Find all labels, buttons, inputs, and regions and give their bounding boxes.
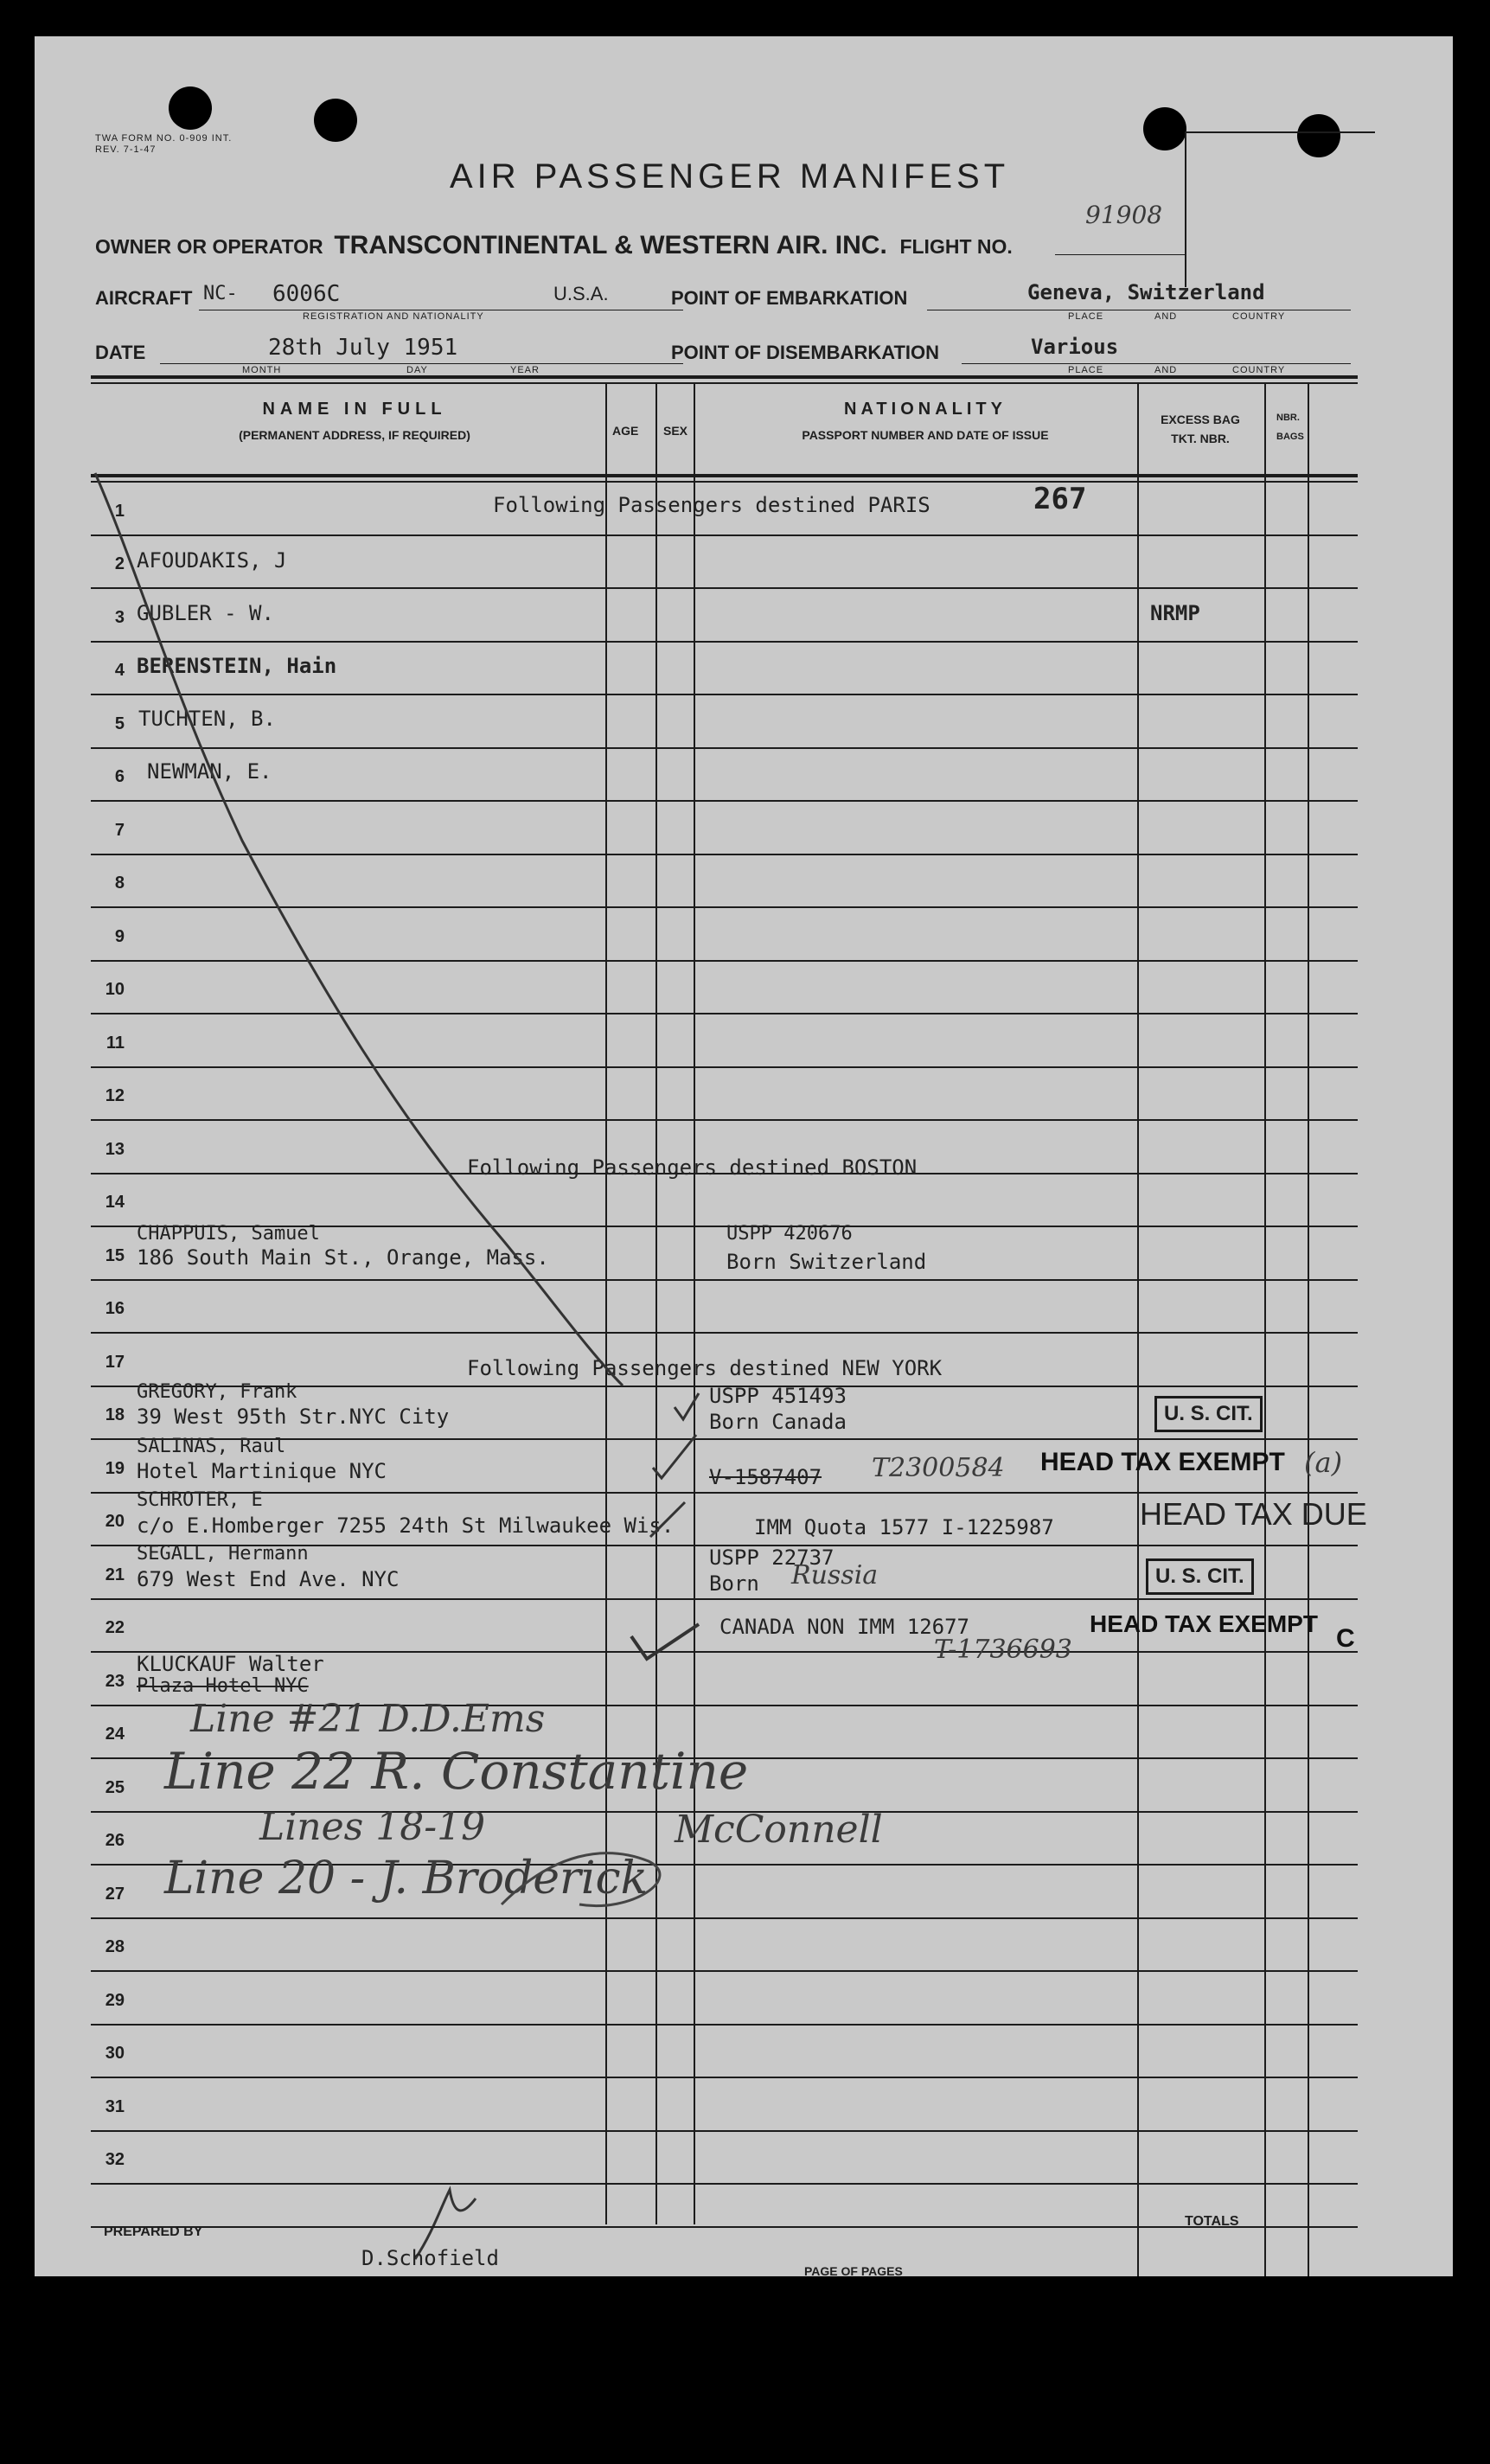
row-number: 11 <box>106 1033 125 1053</box>
column-line <box>694 382 695 2224</box>
row-number: 25 <box>105 1777 125 1797</box>
passenger-address: 186 South Main St., Orange, Mass. <box>137 1245 549 1270</box>
row-number: 31 <box>105 2096 125 2116</box>
passenger-name: CHAPPUIS, Samuel <box>137 1223 320 1245</box>
disembarkation-sub-country: COUNTRY <box>1232 365 1286 375</box>
head-tax-exempt-stamp: HEAD TAX EXEMPT <box>1090 1610 1318 1637</box>
head-tax-due-stamp: HEAD TAX DUE <box>1140 1496 1367 1532</box>
handwritten-birthplace: Russia <box>791 1560 879 1590</box>
row-line <box>91 1279 1358 1281</box>
row-number: 15 <box>105 1245 125 1265</box>
row-number: 1 <box>114 501 125 521</box>
column-header-nationality: NATIONALITY PASSPORT NUMBER AND DATE OF ISSUE <box>802 400 1049 442</box>
passport-entry: IMM Quota 1577 I-1225987 <box>754 1515 1054 1539</box>
passenger-name: SEGALL, Hermann <box>137 1543 309 1565</box>
row-number: 3 <box>114 607 125 627</box>
row-line <box>91 960 1358 962</box>
passport-entry: Born Switzerland <box>726 1250 927 1274</box>
row-line <box>91 854 1358 855</box>
handwritten-passport: T-1736693 <box>934 1635 1072 1665</box>
row-line <box>91 1066 1358 1068</box>
passenger-name: SALINAS, Raul <box>137 1436 286 1457</box>
us-citizen-stamp: U. S. CIT. <box>1154 1396 1263 1432</box>
checkmark-icon <box>631 1624 699 1659</box>
passenger-name: BERENSTEIN, Hain <box>137 654 337 678</box>
column-line <box>1308 382 1309 2276</box>
passenger-address: Plaza Hotel NYC <box>137 1675 309 1697</box>
row-number: 16 <box>105 1299 125 1318</box>
embarkation-value: Geneva, Switzerland <box>1027 280 1265 304</box>
totals-label: TOTALS <box>1185 2214 1239 2229</box>
embarkation-label: POINT OF EMBARKATION <box>671 287 908 309</box>
date-line <box>160 363 683 364</box>
aircraft-value: 6006C <box>272 281 341 307</box>
aircraft-prefix: NC- <box>203 283 238 304</box>
row-number: 13 <box>105 1139 125 1159</box>
table-top <box>91 375 1358 379</box>
row-number: 19 <box>105 1458 125 1478</box>
column-header-excess: EXCESS BAG TKT. NBR. <box>1161 413 1240 445</box>
handwritten-passport: T2300584 <box>872 1453 1005 1483</box>
passport-entry: CANADA NON IMM 12677 <box>719 1615 969 1639</box>
column-header-name: NAME IN FULL (PERMANENT ADDRESS, IF REQUIRED) <box>239 400 470 442</box>
punch-hole <box>1143 107 1186 150</box>
disembarkation-sub-place: PLACE <box>1068 365 1104 375</box>
header-bottom <box>91 481 1358 483</box>
row-number: 8 <box>114 874 125 893</box>
row-line <box>91 906 1358 908</box>
section-heading-paris: Following Passengers destined PARIS <box>493 493 930 517</box>
row-number: 24 <box>105 1725 125 1744</box>
date-label: DATE <box>95 342 146 363</box>
flight-no-line <box>1055 254 1185 255</box>
row-line <box>91 800 1358 802</box>
paris-count: 267 <box>1033 482 1087 516</box>
row-number: 20 <box>105 1512 125 1531</box>
annotation-line-22: Line 22 R. Constantine <box>164 1742 749 1801</box>
row-line <box>91 587 1358 589</box>
column-header-age: AGE <box>612 424 639 438</box>
header-bottom <box>91 474 1358 477</box>
row-line <box>91 2077 1358 2078</box>
row-line <box>91 1119 1358 1121</box>
column-line <box>1137 382 1139 2276</box>
passenger-name: KLUCKAUF Walter <box>137 1652 324 1676</box>
section-heading-newyork: Following Passengers destined NEW YORK <box>467 1356 943 1380</box>
passport-entry: USPP 451493 <box>709 1384 847 1408</box>
date-sub-month: MONTH <box>242 365 282 375</box>
row-line <box>91 1332 1358 1334</box>
row-number: 27 <box>105 1884 125 1904</box>
row-line <box>91 747 1358 749</box>
row-number: 9 <box>114 926 125 946</box>
row-line <box>91 1598 1358 1600</box>
row-line <box>91 2024 1358 2026</box>
corner-box-line <box>1185 131 1186 287</box>
passenger-address: c/o E.Homberger 7255 24th St Milwaukee Wis. <box>137 1514 675 1538</box>
row-number: 30 <box>105 2044 125 2063</box>
date-value: 28th July 1951 <box>268 335 458 361</box>
passenger-address: Hotel Martinique NYC <box>137 1459 387 1483</box>
row-number: 18 <box>105 1405 125 1424</box>
row-number: 21 <box>105 1565 125 1584</box>
row-line <box>91 534 1358 536</box>
head-tax-exempt-tail: C <box>1336 1624 1355 1653</box>
passenger-address: 679 West End Ave. NYC <box>137 1567 400 1591</box>
row-number: 22 <box>105 1618 125 1637</box>
passenger-name: GUBLER - W. <box>137 601 274 625</box>
row-number: 7 <box>114 820 125 840</box>
passenger-name: NEWMAN, E. <box>147 759 272 784</box>
page-title: AIR PASSENGER MANIFEST <box>450 157 1010 195</box>
row-line <box>91 2183 1358 2185</box>
date-sub-day: DAY <box>406 365 428 375</box>
head-tax-exempt-stamp: HEAD TAX EXEMPT <box>1040 1448 1285 1476</box>
flight-value: 91908 <box>1085 201 1163 229</box>
annotation-line-21: Line #21 D.D.Ems <box>190 1697 546 1741</box>
column-line <box>605 382 607 2224</box>
passport-entry: USPP 22737 <box>709 1546 835 1570</box>
embarkation-sub-and: AND <box>1154 311 1178 322</box>
row-number: 10 <box>105 980 125 999</box>
row-number: 2 <box>114 554 125 573</box>
aircraft-sub: REGISTRATION AND NATIONALITY <box>303 311 484 322</box>
row-line <box>91 1917 1358 1919</box>
row-line <box>91 1013 1358 1014</box>
excess-bag-entry: NRMP <box>1150 601 1200 625</box>
passport-entry: Born Canada <box>709 1410 847 1434</box>
row-line <box>91 1970 1358 1972</box>
disembarkation-value: Various <box>1031 335 1119 359</box>
row-number: 17 <box>105 1352 125 1372</box>
row-number: 29 <box>105 1990 125 2010</box>
annotation-signature: McConnell <box>675 1808 883 1852</box>
page-of-label: PAGE OF PAGES <box>804 2264 903 2278</box>
row-line <box>91 2130 1358 2132</box>
form-id: TWA FORM NO. 0-909 INT. REV. 7-1-47 <box>95 133 233 155</box>
annotation-line-20: Line 20 - J. Broderick <box>164 1853 649 1904</box>
row-line <box>91 694 1358 695</box>
aircraft-country: U.S.A. <box>553 283 609 304</box>
passenger-address: 39 West 95th Str.NYC City <box>137 1405 450 1429</box>
column-line <box>655 382 657 2224</box>
passport-entry: USPP 420676 <box>726 1223 853 1245</box>
manifest-sheet <box>35 36 1453 2276</box>
row-number: 5 <box>114 714 125 733</box>
date-sub-year: YEAR <box>510 365 540 375</box>
footer-line <box>91 2226 1358 2228</box>
row-line <box>91 641 1358 643</box>
punch-hole <box>1297 114 1340 157</box>
flight-label: FLIGHT NO. <box>899 235 1013 258</box>
punch-hole <box>169 86 212 130</box>
disembarkation-label: POINT OF DISEMBARKATION <box>671 342 940 363</box>
disembarkation-line <box>962 363 1351 364</box>
passenger-name: TUCHTEN, B. <box>138 707 276 731</box>
row-number: 23 <box>105 1671 125 1691</box>
table-top <box>91 382 1358 384</box>
section-heading-boston: Following Passengers destined BOSTON <box>467 1155 918 1180</box>
prepared-by-label: PREPARED BY <box>104 2224 203 2239</box>
row-number: 6 <box>114 767 125 786</box>
row-number: 32 <box>105 2150 125 2169</box>
passenger-name: SCHROTER, E <box>137 1489 263 1511</box>
owner-label: OWNER OR OPERATOR TRANSCONTINENTAL & WESTERN AIR. INC. FLIGHT NO. <box>95 231 1013 259</box>
aircraft-label: AIRCRAFT <box>95 287 193 309</box>
passport-entry: V-1587407 <box>709 1465 822 1489</box>
preparer-name: D.Schofield <box>361 2246 499 2270</box>
row-number: 14 <box>105 1193 125 1212</box>
punch-hole <box>314 99 357 142</box>
passport-entry: Born <box>709 1571 759 1596</box>
passenger-name: AFOUDAKIS, J <box>137 548 287 573</box>
handwritten-mark: (a) <box>1304 1446 1343 1479</box>
embarkation-sub-country: COUNTRY <box>1232 311 1286 322</box>
annotation-line-18-19: Lines 18-19 <box>259 1805 486 1849</box>
row-number: 12 <box>105 1086 125 1105</box>
disembarkation-sub-and: AND <box>1154 365 1178 375</box>
checkmark-icon <box>653 1435 696 1478</box>
passenger-name: GREGORY, Frank <box>137 1381 297 1403</box>
row-line <box>91 1492 1358 1494</box>
column-line <box>1264 382 1266 2276</box>
corner-box-line <box>1185 131 1375 133</box>
owner-value: TRANSCONTINENTAL & WESTERN AIR. INC. <box>334 231 887 259</box>
column-header-sex: SEX <box>663 424 688 438</box>
row-number: 4 <box>114 661 125 680</box>
embarkation-sub-place: PLACE <box>1068 311 1104 322</box>
row-number: 28 <box>105 1937 125 1956</box>
us-citizen-stamp: U. S. CIT. <box>1146 1558 1254 1595</box>
row-number: 26 <box>105 1831 125 1850</box>
column-header-bags: NBR. BAGS <box>1276 413 1304 442</box>
